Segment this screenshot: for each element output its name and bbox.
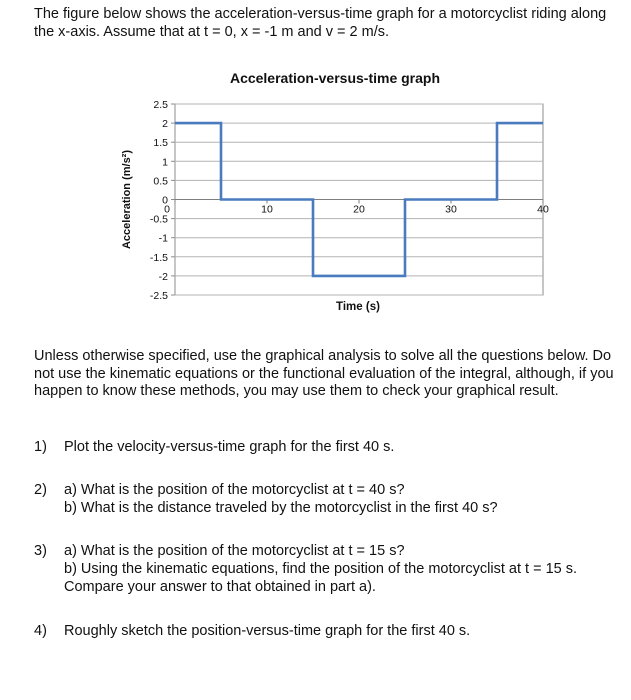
question-number: 1) (34, 439, 47, 455)
y-tick-label: -1.5 (149, 251, 168, 264)
y-tick-label: -2 (158, 270, 168, 283)
question-line: a) What is the position of the motorcyclist at t = 40 s? (64, 482, 405, 498)
question-line: b) Using the kinematic equations, find the position of the motorcyclist at t = 15 s. (64, 561, 578, 577)
y-tick-label: 1 (162, 156, 168, 169)
y-tick-label: -2.5 (149, 290, 168, 302)
x-tick-label: 20 (353, 203, 365, 216)
y-tick-label: 0.5 (153, 175, 168, 188)
acceleration-chart-svg (115, 62, 555, 322)
y-tick-label: -1 (158, 232, 168, 245)
question-line: Compare your answer to that obtained in part a). (64, 579, 376, 595)
y-tick-label: 2.5 (153, 99, 168, 111)
y-axis-label: Acceleration (m/s²) (121, 149, 133, 250)
y-tick-label: 2 (162, 118, 168, 131)
y-tick-label: 1.5 (153, 137, 168, 150)
intro-paragraph: The figure below shows the acceleration-versus-time graph for a motorcyclist riding along the x-axis. Assume that at t = 0, x = -1 m and v = 2 m/s. (34, 6, 607, 40)
question-number: 2) (34, 482, 47, 498)
question-number: 4) (34, 623, 47, 639)
x-tick-label: 40 (537, 203, 549, 216)
question-line: b) What is the distance traveled by the motorcyclist in the first 40 s? (64, 500, 498, 516)
question-number: 3) (34, 543, 47, 559)
x-tick-label: 0 (164, 203, 170, 216)
instructions-text: Unless otherwise specified, use the graphical analysis to solve all the questions below. Do not use the kinematic equations or the functional evaluation of the integral, although, if you happen to know these methods, you may use them to check your graphical result. (34, 348, 614, 399)
question-line: a) What is the position of the motorcyclist at t = 15 s? (64, 543, 405, 559)
acceleration-chart (115, 62, 555, 322)
x-axis-label: Time (s) (336, 301, 380, 313)
question-line: Roughly sketch the position-versus-time graph for the first 40 s. (64, 623, 471, 639)
y-tick-label: 0 (162, 194, 168, 207)
y-tick-label: -0.5 (149, 213, 168, 226)
x-tick-label: 30 (445, 203, 457, 216)
chart-title: Acceleration-versus-time graph (229, 70, 441, 86)
question-line: Plot the velocity-versus-time graph for the first 40 s. (64, 439, 395, 455)
instructions-paragraph (34, 348, 624, 401)
x-tick-label: 10 (261, 203, 273, 216)
